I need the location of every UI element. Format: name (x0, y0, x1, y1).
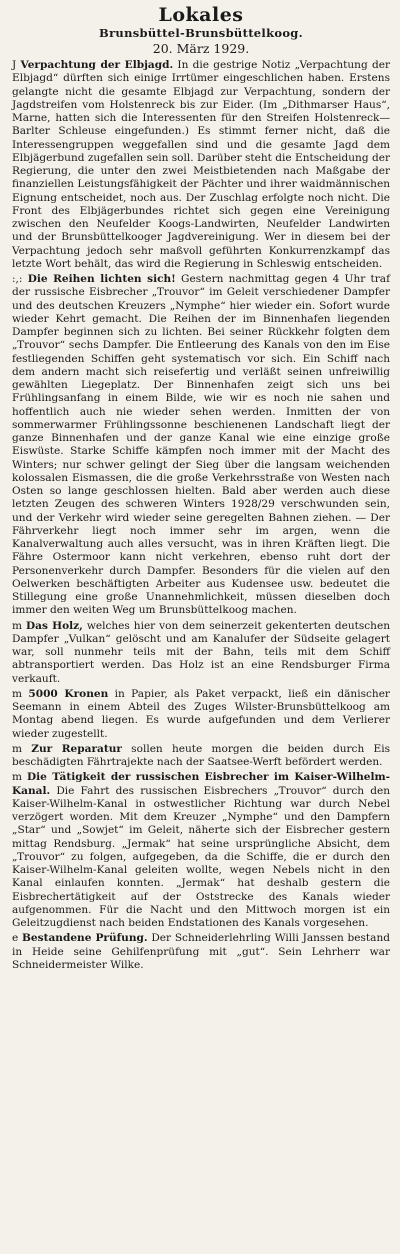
article-body: in Papier, als Paket verpackt, ließ ein dänischer Seemann in einem Abteil des Zuges Wilster-Brunsbüttelkoog am Montag abend liegen. Es wurde aufgefunden und dem Verlierer wieder zugestellt. (12, 687, 390, 740)
article-body: Die Fahrt des russischen Eisbrechers „Trouvor“ durch den Kaiser-Wilhelm-Kanal in ostwestlicher Richtung war durch Nebel verzögert worden. Mit dem Kreuzer „Nymphe“ und den Dampfern „Star“ und „Sowjet“ im Geleit, näherte sich der Eisbrecher gestern mittag Rendsburg. „Jermak“ hat seine ursprüngliche Absicht, dem „Trouvor“ zu folgen, aufgegeben, da die Schiffe, die er durch den Kaiser-Wilhelm-Kanal geleiten wollte, wegen Nebels nicht in den Kanal einlaufen konnten. „Jermak“ hat deshalb gestern die Eisbrechertätigkeit auf der Oststrecke des Kanals wieder aufgenommen. Für die Nacht und den Mittwoch morgen ist ein Geleitzugdienst nach beiden Endstationen des Kanals vorgesehen. (12, 784, 390, 929)
article-marker: m (12, 742, 23, 755)
section-dateline: Brunsbüttel-Brunsbüttelkoog. (99, 26, 303, 40)
article-body: Der Schneiderlehrling Willi Janssen bestand in Heide seine Gehilfenprüfung mit „gut“. Sein Lehrherr war Schneidermeister Wilke. (12, 932, 390, 971)
article-marker: J (12, 59, 17, 71)
article-marker: m (12, 619, 23, 632)
article-body: sollen heute morgen die beiden durch Eis beschädigten Fährtrajekte nach der Saatsee-Werft befördert werden. (12, 742, 390, 768)
article-eisbrecher (12, 771, 390, 930)
article-headline: Verpachtung der Elbjagd. (20, 59, 174, 71)
article-marker: m (12, 687, 23, 700)
issue-date: 20. März 1929. (152, 41, 250, 56)
article-marker: m (12, 771, 23, 784)
article-body: In die gestrige Notiz „Verpachtung der Elbjagd“ dürften sich einige Irrtümer eingeschlichen haben. Erstens gelangte nicht die gesamte Elbjagd zur Verpachtung, sondern der Jagdstreifen vom Holstenreck bis zur Eider. (Im „Dithmarser Haus“, Marne, hatten sich die Interessenten für den Streifen Holstenreck—Barlter Schleuse eingefunden.) Es stimmt ferner nicht, daß die Interessengruppen weggefallen sind und die gesamte Jagd dem Elbjägerbund zugefallen sein soll. Darüber steht die Entscheidung der Regierung, die unter den zwei Meistbietenden nach Maßgabe der finanziellen Leistungsfähigkeit der Pächter und ihrer waidmännischen Eignung entscheidet, noch aus. Der Zuschlag erfolgte noch nicht. Die Front des Elbjägerbundes richtet sich gegen eine Vereinigung zwischen den Neufelder Koogs-Landwirten, Neufelder Landwirten und der Brunsbüttelkooger Jagdvereinigung. Wer in diesem bei der Verpachtung jedoch sehr maßvoll geführten Konkurrenzkampf das letzte Wort behält, das wird die Regierung in Schleswig entscheiden. (12, 59, 390, 270)
article-headline: Zur Reparatur (31, 742, 122, 755)
article-pruefung (12, 932, 390, 972)
section-title: Lokales (158, 4, 244, 26)
article-marker: e (12, 932, 19, 945)
article-reparatur (12, 743, 390, 770)
article-holz (12, 620, 390, 686)
article-headline: Die Reihen lichten sich! (27, 273, 176, 285)
article-body: Gestern nachmittag gegen 4 Uhr traf der russische Eisbrecher „Trouvor“ im Geleit verschiedener Dampfer und des deutschen Kreuzers „Nymphe“ hier wieder ein. Sofort wurde wieder Kehrt gemacht. Die Reihen der im Binnenhafen liegenden Dampfer beginnen sich zu lichten. Bei seiner Rückkehr folgten dem „Trouvor“ sechs Dampfer. Die Entleerung des Kanals von den im Eise festliegenden Schiffen geht systematisch vor sich. Ein Schiff nach dem andern macht sich reisefertig und verläßt seinen unfreiwillig gewählten Liegeplatz. Der Binnenhafen zeigt sich uns bei Frühlingsanfang in einem Bilde, wie wir es noch nie sahen und hoffentlich auch nie wieder sehen werden. Inmitten der von sommerwarmer Frühlingssonne beschienenen Landschaft liegt der ganze Binnenhafen und der ganze Kanal wie eine einzige große Eiswüste. Starke Schiffe kämpfen noch immer mit der Macht des Winters; nur schwer gelingt der Sieg über die langsam weichenden kolossalen Eismassen, die die große Verkehrsstraße von Westen nach Osten so lange geschlossen hielten. Bald aber werden auch diese letzten Zeugen des schweren Winters 1928/29 verschwunden sein, und der Verkehr wird wieder seine geregelten Bahnen ziehen. — Der Fährverkehr liegt noch immer sehr im argen, wenn die Kanalverwaltung auch alles versucht, was in ihren Kräften liegt. Die Fähre Ostermoor kann nicht verkehren, ebenso ruht dort der Personenverkehr durch Dampfer. Besonders für die vielen auf den Oelwerken beschäftigten Arbeiter aus Kudensee usw. bedeutet die Stillegung eine große Unannehmlichkeit, müssen dieselben doch immer den weiten Weg um Brunsbüttelkoog machen. (12, 273, 390, 617)
article-reihen (12, 273, 390, 618)
article-headline: 5000 Kronen (28, 687, 109, 700)
article-headline: Das Holz, (25, 619, 83, 632)
article-headline: Bestandene Prüfung. (22, 932, 148, 945)
article-body: welches hier von dem seinerzeit gekenterten deutschen Dampfer „Vulkan“ gelöscht und am Kanalufer der Südseite gelagert war, soll nunmehr teils mit der Bahn, teils mit dem Schiff abtransportiert werden. Das Holz ist an eine Rendsburger Firma verkauft. (12, 619, 391, 685)
section-header (12, 4, 390, 40)
article-kronen (12, 688, 390, 741)
article-elbjagd (12, 59, 390, 271)
article-marker: :,: (12, 273, 23, 285)
article-headline: Die Tätigkeit der russischen Eisbrecher im Kaiser-Wilhelm-Kanal. (12, 771, 390, 797)
